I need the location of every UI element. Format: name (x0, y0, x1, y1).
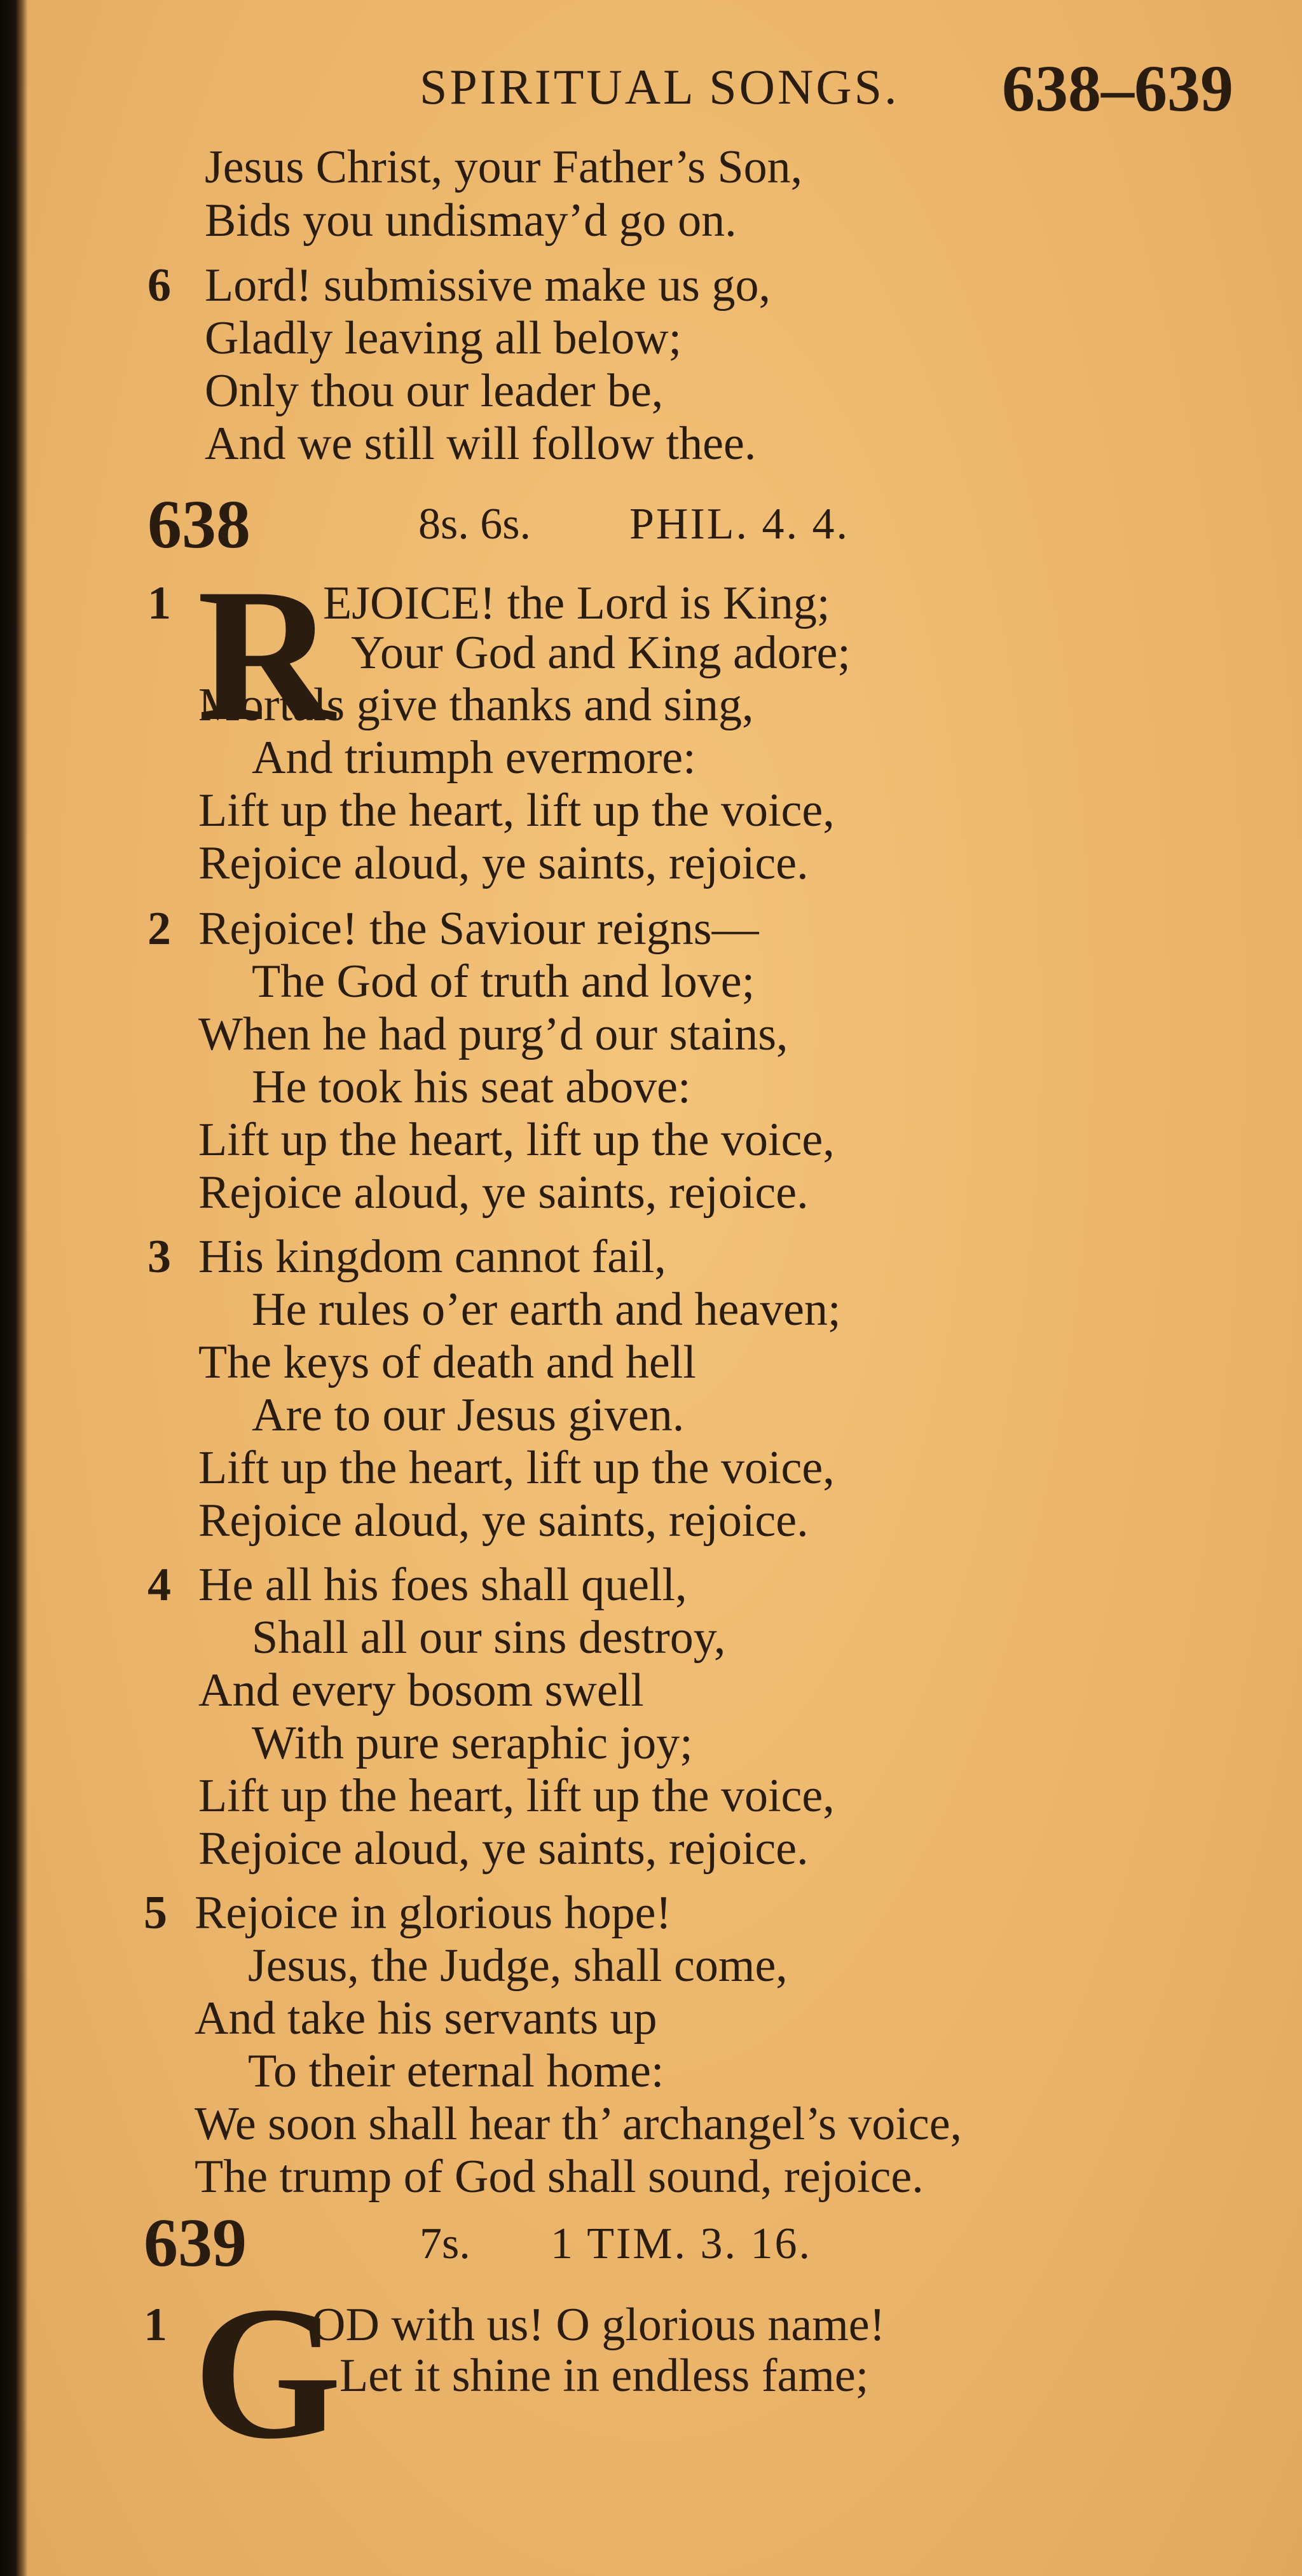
hymn-number: 639 (144, 2205, 247, 2281)
verse-line: Jesus, the Judge, shall come, (248, 1940, 788, 1992)
continuation-line: Bids you undismay’d go on. (205, 195, 737, 247)
verse-line: OD with us! O glorious name! (312, 2299, 886, 2351)
verse-line: Lord! submissive make us go, (205, 259, 771, 312)
verse-line: Lift up the heart, lift up the voice, (198, 784, 835, 837)
hymn-meter: 8s. 6s. (418, 500, 531, 549)
verse-line: Rejoice aloud, ye saints, rejoice. (198, 1167, 809, 1219)
drop-cap: G (193, 2267, 342, 2478)
verse-line: Your God and King adore; (351, 627, 851, 679)
verse-line: EJOICE! the Lord is King; (323, 577, 830, 629)
drop-cap: R (197, 549, 335, 760)
hymn-number: 638 (147, 487, 250, 563)
verse-line: Are to our Jesus given. (252, 1389, 685, 1441)
verse-line: Lift up the heart, lift up the voice, (198, 1114, 835, 1166)
verse-line: The God of truth and love; (252, 956, 755, 1008)
verse-line: Rejoice aloud, ye saints, rejoice. (198, 1495, 809, 1547)
hymn-meter: 7s. (420, 2219, 470, 2268)
verse-line: And every bosom swell (198, 1664, 644, 1716)
verse-line: Rejoice! the Saviour reigns— (198, 903, 759, 955)
scripture-reference: PHIL. 4. 4. (629, 500, 850, 549)
running-title: SPIRITUAL SONGS. (420, 59, 900, 114)
verse-line: And triumph evermore: (252, 732, 696, 784)
verse-line: Mortals give thanks and sing, (198, 679, 754, 731)
verse-line: Lift up the heart, lift up the voice, (198, 1442, 835, 1494)
verse-number: 5 (144, 1887, 167, 1939)
book-spine-shadow (0, 0, 28, 2576)
verse-number: 1 (144, 2299, 167, 2351)
verse-line: The trump of God shall sound, rejoice. (195, 2151, 924, 2203)
verse-line: And we still will follow thee. (205, 418, 757, 470)
verse-line: He took his seat above: (252, 1061, 691, 1113)
verse-line: Gladly leaving all below; (205, 312, 682, 364)
verse-line: Only thou our leader be, (205, 365, 664, 417)
verse-line: We soon shall hear th’ archangel’s voice, (195, 2098, 963, 2150)
verse-number: 3 (147, 1231, 171, 1283)
verse-line: Let it shine in endless fame; (339, 2350, 869, 2402)
continuation-line: Jesus Christ, your Father’s Son, (205, 141, 803, 193)
verse-line: And take his servants up (195, 1992, 657, 2045)
running-header (407, 51, 1246, 127)
verse-line: His kingdom cannot fail, (198, 1231, 666, 1283)
verse-number: 1 (147, 577, 171, 629)
page-numbers: 638–639 (1002, 52, 1233, 125)
verse-line: He rules o’er earth and heaven; (252, 1284, 841, 1336)
verse-line: He all his foes shall quell, (198, 1559, 687, 1611)
verse-line: The keys of death and hell (198, 1336, 696, 1388)
scripture-reference: 1 TIM. 3. 16. (551, 2219, 812, 2268)
verse-line: Lift up the heart, lift up the voice, (198, 1770, 835, 1822)
verse-number: 6 (147, 259, 171, 312)
verse-line: Rejoice aloud, ye saints, rejoice. (198, 1823, 809, 1875)
verse-number: 2 (147, 903, 171, 955)
verse-line: With pure seraphic joy; (252, 1717, 693, 1769)
verse-line: Shall all our sins destroy, (252, 1612, 726, 1664)
verse-line: Rejoice in glorious hope! (195, 1887, 672, 1939)
verse-line: To their eternal home: (248, 2045, 664, 2097)
verse-line: When he had purg’d our stains, (198, 1008, 788, 1060)
verse-line: Rejoice aloud, ye saints, rejoice. (198, 837, 809, 889)
verse-number: 4 (147, 1559, 171, 1611)
